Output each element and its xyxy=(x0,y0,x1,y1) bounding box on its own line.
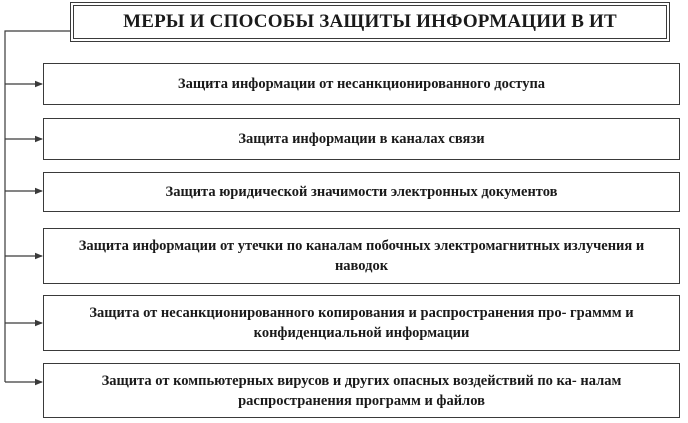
measure-box-emission-leakage xyxy=(43,228,680,284)
measure-text: Защита информации от несанкционированного доступа xyxy=(177,76,546,92)
measure-text: Защита информации в каналах связи xyxy=(238,131,485,147)
measure-box-unauthorized-access xyxy=(43,63,680,105)
measure-text: Защита от компьютерных вирусов и других опасных воздействий по ка- налам распространения программ и файлов xyxy=(101,372,622,409)
measure-text: Защита от несанкционированного копирования и распространения про- граммм и конфиденциальной информации xyxy=(89,305,634,341)
diagram-title-box xyxy=(70,2,670,42)
measure-box-copy-protection xyxy=(43,295,680,351)
measure-box-virus-protection xyxy=(43,363,680,418)
measure-text: Защита информации от утечки по каналам побочных электромагнитных излучения и наводок xyxy=(78,238,645,274)
measure-box-legal-significance xyxy=(43,172,680,212)
measure-text: Защита юридической значимости электронных документов xyxy=(165,184,558,200)
diagram-title: МЕРЫ И СПОСОБЫ ЗАЩИТЫ ИНФОРМАЦИИ В ИТ xyxy=(123,11,617,32)
measure-box-communication-channels xyxy=(43,118,680,160)
